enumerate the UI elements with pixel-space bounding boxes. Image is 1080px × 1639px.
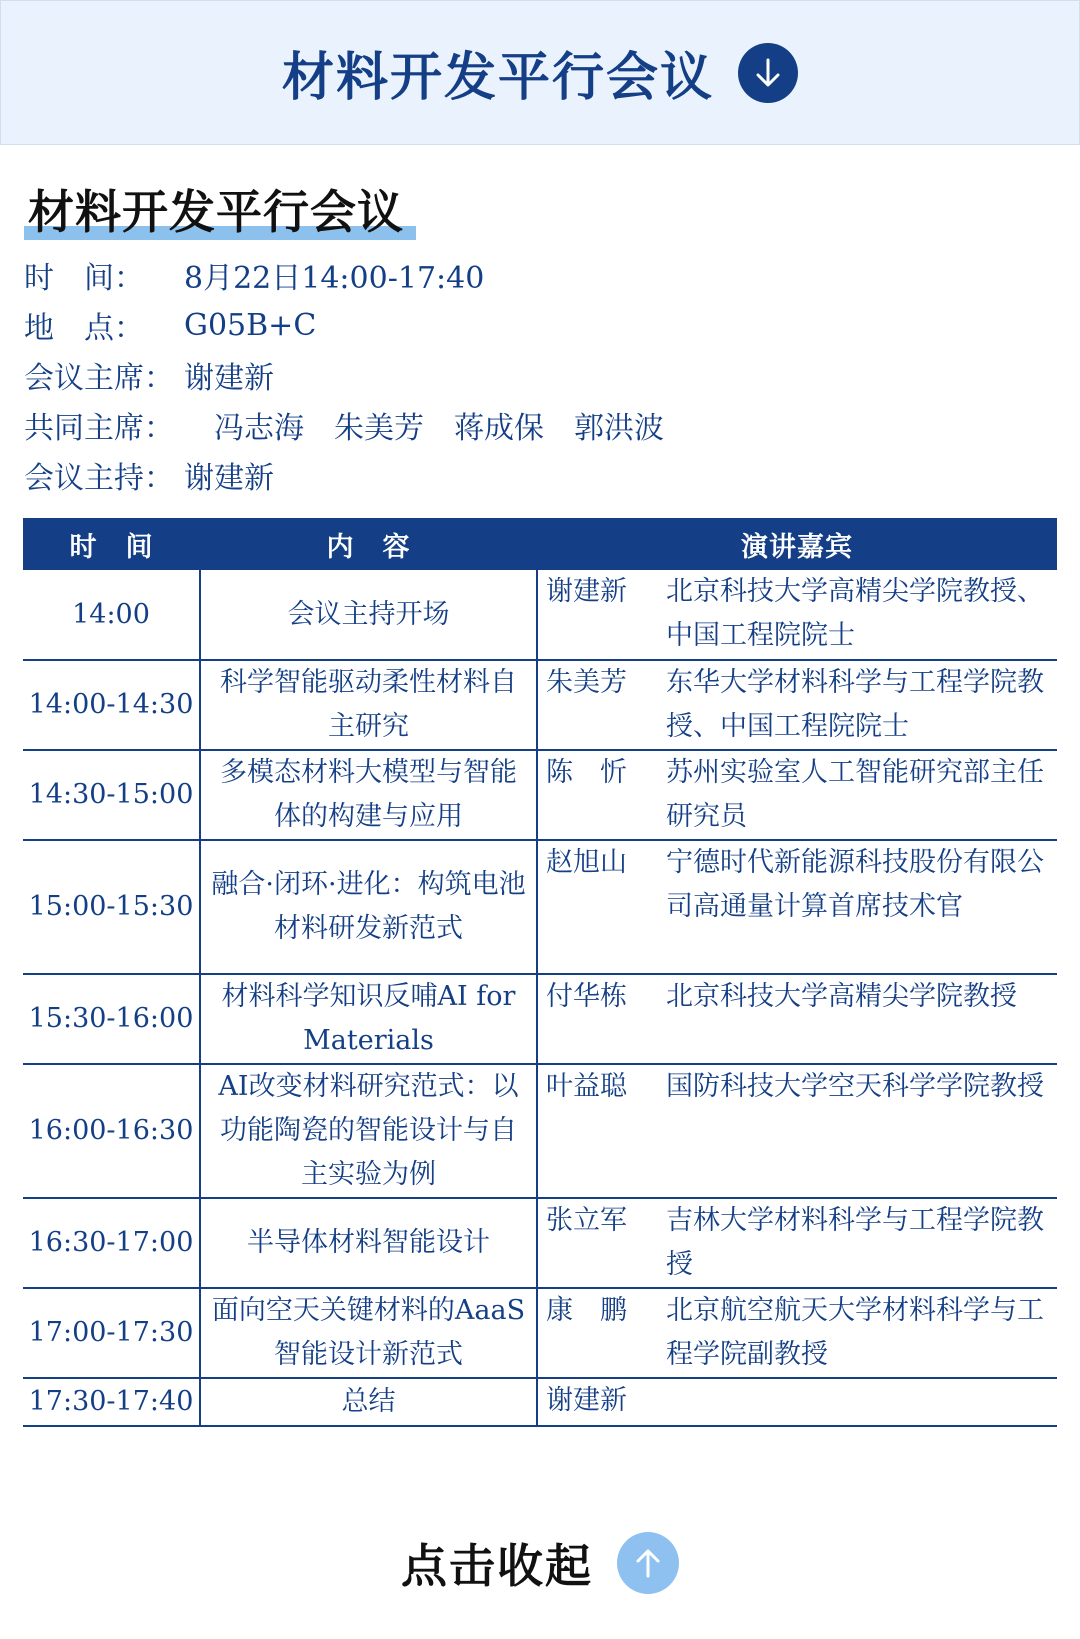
speaker-affiliation: 东华大学材料科学与工程学院教授、中国工程院院士 — [666, 667, 1044, 742]
session-topic: 科学智能驱动柔性材料自主研究 — [200, 660, 537, 750]
session-topic: 材料科学知识反哺AI for Materials — [200, 974, 537, 1064]
speaker-cell — [537, 570, 1057, 660]
speaker-affiliation — [666, 1379, 1057, 1423]
speaker-cell — [537, 750, 1057, 840]
session-topic: 融合·闭环·进化：构筑电池材料研发新范式 — [200, 840, 537, 974]
info-row-time — [24, 250, 694, 300]
info-label: 地 点： — [24, 311, 144, 346]
schedule-table — [23, 518, 1057, 1427]
session-topic: AI改变材料研究范式：以功能陶瓷的智能设计与自主实验为例 — [200, 1064, 537, 1198]
speaker-info — [538, 661, 1057, 749]
speaker-name: 赵旭山 — [546, 847, 627, 878]
speaker-cell — [537, 974, 1057, 1064]
info-value: 8月22日14:00-17:40 — [184, 261, 485, 296]
collapse-button[interactable] — [0, 1530, 1080, 1596]
speaker-name: 陈 忻 — [546, 757, 627, 788]
speaker-info — [538, 1199, 1057, 1287]
session-time: 17:30-17:40 — [23, 1378, 200, 1426]
session-time: 14:00 — [23, 570, 200, 660]
section-heading — [24, 176, 408, 242]
speaker-name: 谢建新 — [546, 576, 627, 607]
speaker-info — [538, 1065, 1057, 1109]
info-row-moderator — [24, 450, 694, 500]
info-value: 谢建新 — [184, 361, 274, 396]
speaker-name: 张立军 — [546, 1205, 627, 1236]
co-chair-name: 朱美芳 — [334, 411, 424, 446]
co-chair-name: 冯志海 — [214, 411, 304, 446]
table-row — [23, 974, 1057, 1064]
speaker-info — [538, 975, 1057, 1019]
info-label: 时 间： — [24, 261, 144, 296]
co-chair-name: 郭洪波 — [574, 411, 664, 446]
speaker-affiliation: 宁德时代新能源科技股份有限公司高通量计算首席技术官 — [666, 847, 1044, 922]
speaker-name: 朱美芳 — [546, 667, 627, 698]
info-label: 共同主席： — [24, 411, 174, 446]
session-time: 14:00-14:30 — [23, 660, 200, 750]
speaker-cell — [537, 840, 1057, 974]
session-topic: 多模态材料大模型与智能体的构建与应用 — [200, 750, 537, 840]
info-value: G05B+C — [184, 307, 317, 343]
table-row — [23, 840, 1057, 974]
table-row — [23, 1064, 1057, 1198]
session-time: 15:00-15:30 — [23, 840, 200, 974]
session-topic: 面向空天关键材料的AaaS智能设计新范式 — [200, 1288, 537, 1378]
arrow-down-circle-icon[interactable] — [738, 43, 798, 103]
speaker-affiliation: 北京科技大学高精尖学院教授 — [666, 981, 1017, 1012]
speaker-cell — [537, 1064, 1057, 1198]
session-time: 15:30-16:00 — [23, 974, 200, 1064]
speaker-cell — [537, 1288, 1057, 1378]
speaker-info — [538, 570, 1057, 658]
meeting-info — [24, 250, 694, 500]
header-time: 时 间 — [23, 518, 200, 570]
info-row-location — [24, 300, 694, 350]
info-label: 会议主持： — [24, 461, 174, 496]
info-value: 谢建新 — [184, 461, 274, 496]
info-row-chair — [24, 350, 694, 400]
table-row — [23, 570, 1057, 660]
info-label: 会议主席： — [24, 361, 174, 396]
speaker-name: 付华栋 — [546, 981, 627, 1012]
speaker-affiliation: 北京航空航天大学材料科学与工程学院副教授 — [666, 1295, 1044, 1370]
speaker-affiliation: 北京科技大学高精尖学院教授、中国工程院院士 — [666, 576, 1044, 651]
session-topic: 半导体材料智能设计 — [200, 1198, 537, 1288]
speaker-info — [538, 1379, 1057, 1423]
session-time: 17:00-17:30 — [23, 1288, 200, 1378]
speaker-name: 康 鹏 — [546, 1295, 627, 1326]
header-speaker: 演讲嘉宾 — [537, 518, 1057, 570]
session-topic: 会议主持开场 — [200, 570, 537, 660]
table-row — [23, 1378, 1057, 1426]
speaker-info — [538, 841, 1057, 929]
section-title: 材料开发平行会议 — [28, 185, 404, 239]
session-topic: 总结 — [200, 1378, 537, 1426]
table-header-row — [23, 518, 1057, 570]
banner-title: 材料开发平行会议 — [281, 48, 714, 108]
speaker-affiliation: 国防科技大学空天科学学院教授 — [666, 1071, 1044, 1102]
co-chair-name: 蒋成保 — [454, 411, 544, 446]
table-row — [23, 660, 1057, 750]
meeting-banner[interactable] — [0, 0, 1080, 145]
speaker-cell — [537, 660, 1057, 750]
arrow-up-circle-icon[interactable] — [617, 1532, 679, 1594]
speaker-affiliation: 苏州实验室人工智能研究部主任研究员 — [666, 757, 1044, 832]
collapse-label: 点击收起 — [401, 1539, 593, 1593]
table-row — [23, 1288, 1057, 1378]
session-time: 16:30-17:00 — [23, 1198, 200, 1288]
info-row-co-chairs — [24, 400, 694, 450]
speaker-affiliation: 吉林大学材料科学与工程学院教授 — [666, 1205, 1044, 1280]
header-content: 内 容 — [200, 518, 537, 570]
speaker-name: 叶益聪 — [546, 1071, 627, 1102]
session-time: 14:30-15:00 — [23, 750, 200, 840]
speaker-info — [538, 751, 1057, 839]
speaker-cell — [537, 1198, 1057, 1288]
table-row — [23, 1198, 1057, 1288]
speaker-name: 谢建新 — [546, 1385, 627, 1416]
speaker-cell — [537, 1378, 1057, 1426]
session-time: 16:00-16:30 — [23, 1064, 200, 1198]
table-row — [23, 750, 1057, 840]
speaker-info — [538, 1289, 1057, 1377]
